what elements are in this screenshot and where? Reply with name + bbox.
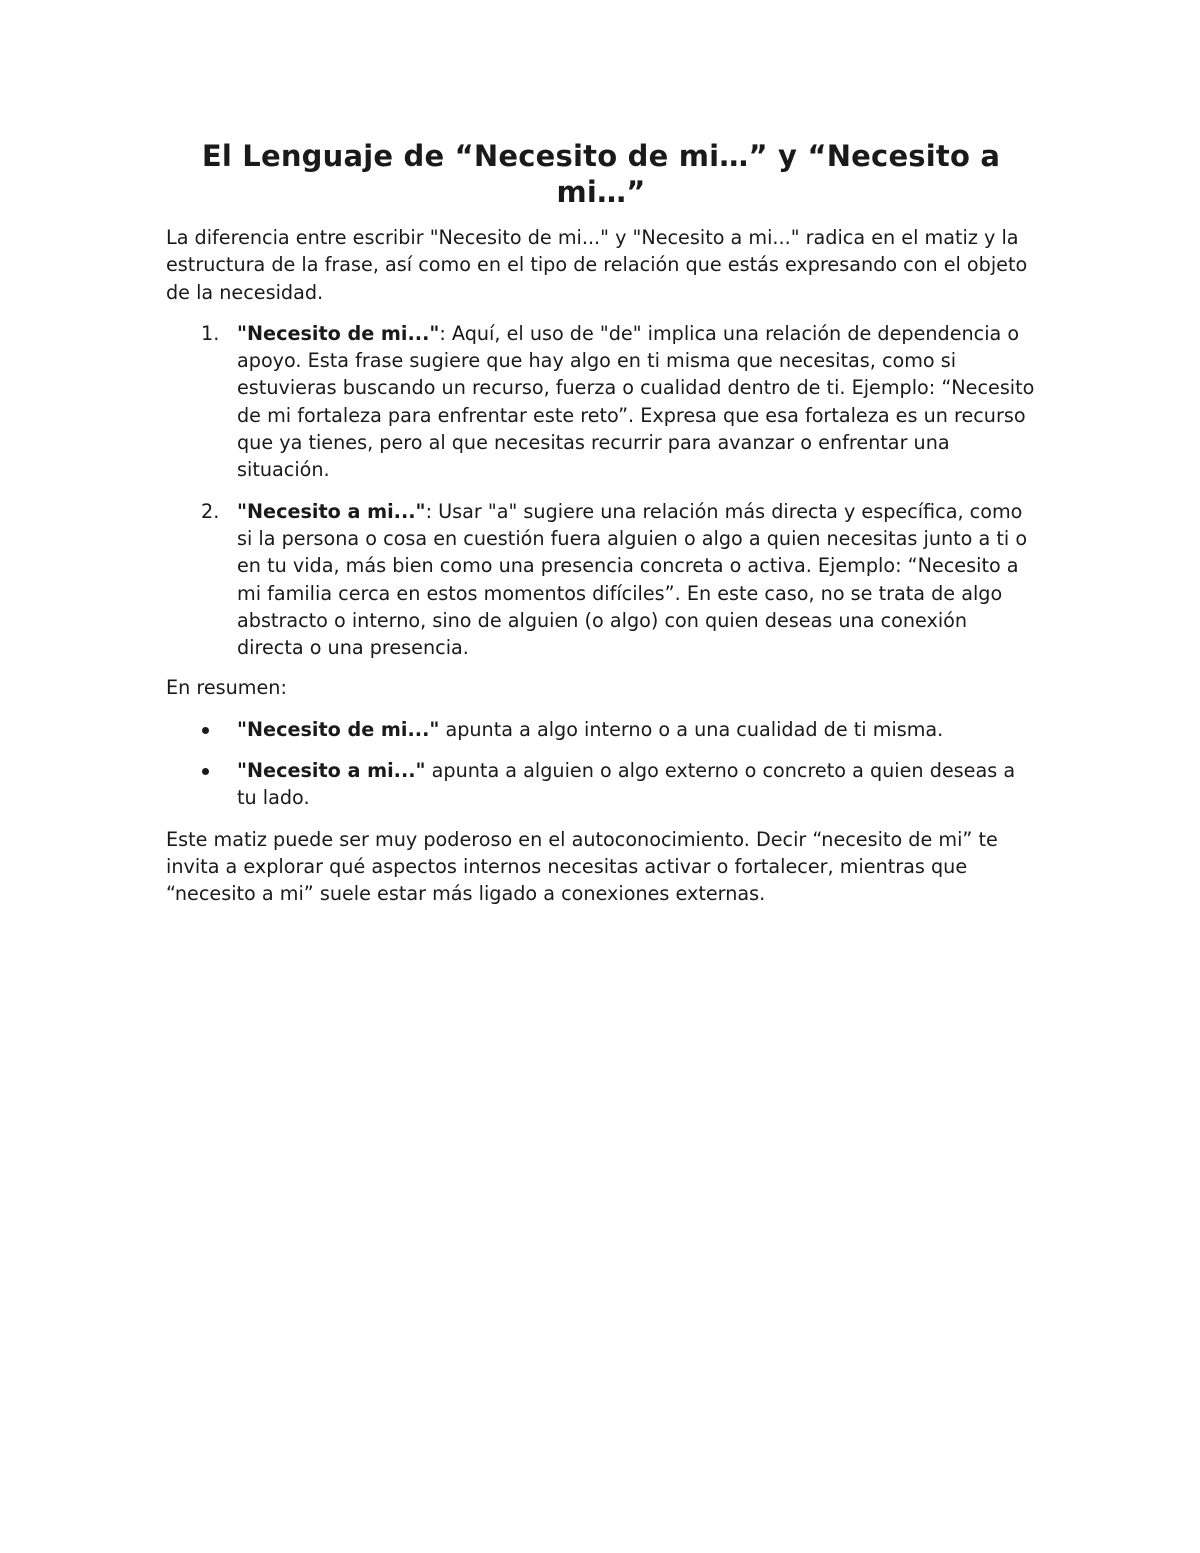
intro-paragraph: La diferencia entre escribir "Necesito de mi..." y "Necesito a mi..." radica en el matiz y la estructura de la frase, así como en el tipo de relación que estás expresando con el objeto de la necesidad. xyxy=(166,226,1028,304)
term-necesito-a-mi: "Necesito a mi..." xyxy=(237,759,426,783)
conclusion-paragraph: Este matiz puede ser muy poderoso en el autoconocimiento. Decir “necesito de mi” te invita a explorar qué aspectos internos necesitas activar o fortalecer, mientras que “necesito a mi” suele estar más ligado a conexiones externas. xyxy=(166,827,998,906)
bullet-list-item xyxy=(166,757,1036,812)
bullet-explanation: apunta a algo interno o a una cualidad de ti misma. xyxy=(439,717,944,741)
bullet-explanation: apunta a alguien o algo externo o concreto a quien deseas a tu lado. xyxy=(237,759,1016,810)
term-necesito-a-mi: "Necesito a mi..." xyxy=(237,499,426,523)
numbered-list-item xyxy=(166,320,1036,484)
item-explanation: : Usar "a" sugiere una relación más directa y específica, como si la persona o cosa en cuestión fuera alguien o algo a quien necesitas junto a ti o en tu vida, más bien como una presencia concreta o activa. Ejemplo: “Necesito a mi familia cerca en estos momentos difíciles”. En este caso, no se trata de algo abstracto o interno, sino de alguien (o algo) con quien deseas una conexión directa o una presencia. xyxy=(237,499,1028,660)
summary-bullet-list xyxy=(166,716,1036,812)
item-explanation: : Aquí, el uso de "de" implica una relación de dependencia o apoyo. Esta frase sugiere que hay algo en ti misma que necesitas, como si estuvieras buscando un recurso, fuerza o cualidad dentro de ti. Ejemplo: “Necesito de mi fortaleza para enfrentar este reto”. Expresa que esa fortaleza es un recurso que ya tienes, pero al que necesitas recurrir para avanzar o enfrentar una situación. xyxy=(237,321,1035,482)
numbered-list-item xyxy=(166,498,1036,662)
bullet-icon xyxy=(202,727,209,734)
document-page xyxy=(166,138,1036,908)
term-necesito-de-mi: "Necesito de mi..." xyxy=(237,717,440,741)
list-number: 1. xyxy=(201,321,220,345)
document-title: El Lenguaje de “Necesito de mi…” y “Necesito a mi…” xyxy=(201,139,1001,209)
numbered-list xyxy=(166,320,1036,662)
term-necesito-de-mi: "Necesito de mi..." xyxy=(237,321,440,345)
summary-heading: En resumen: xyxy=(166,676,287,700)
bullet-list-item xyxy=(166,716,1036,743)
bullet-icon xyxy=(202,768,209,775)
list-number: 2. xyxy=(201,499,220,523)
